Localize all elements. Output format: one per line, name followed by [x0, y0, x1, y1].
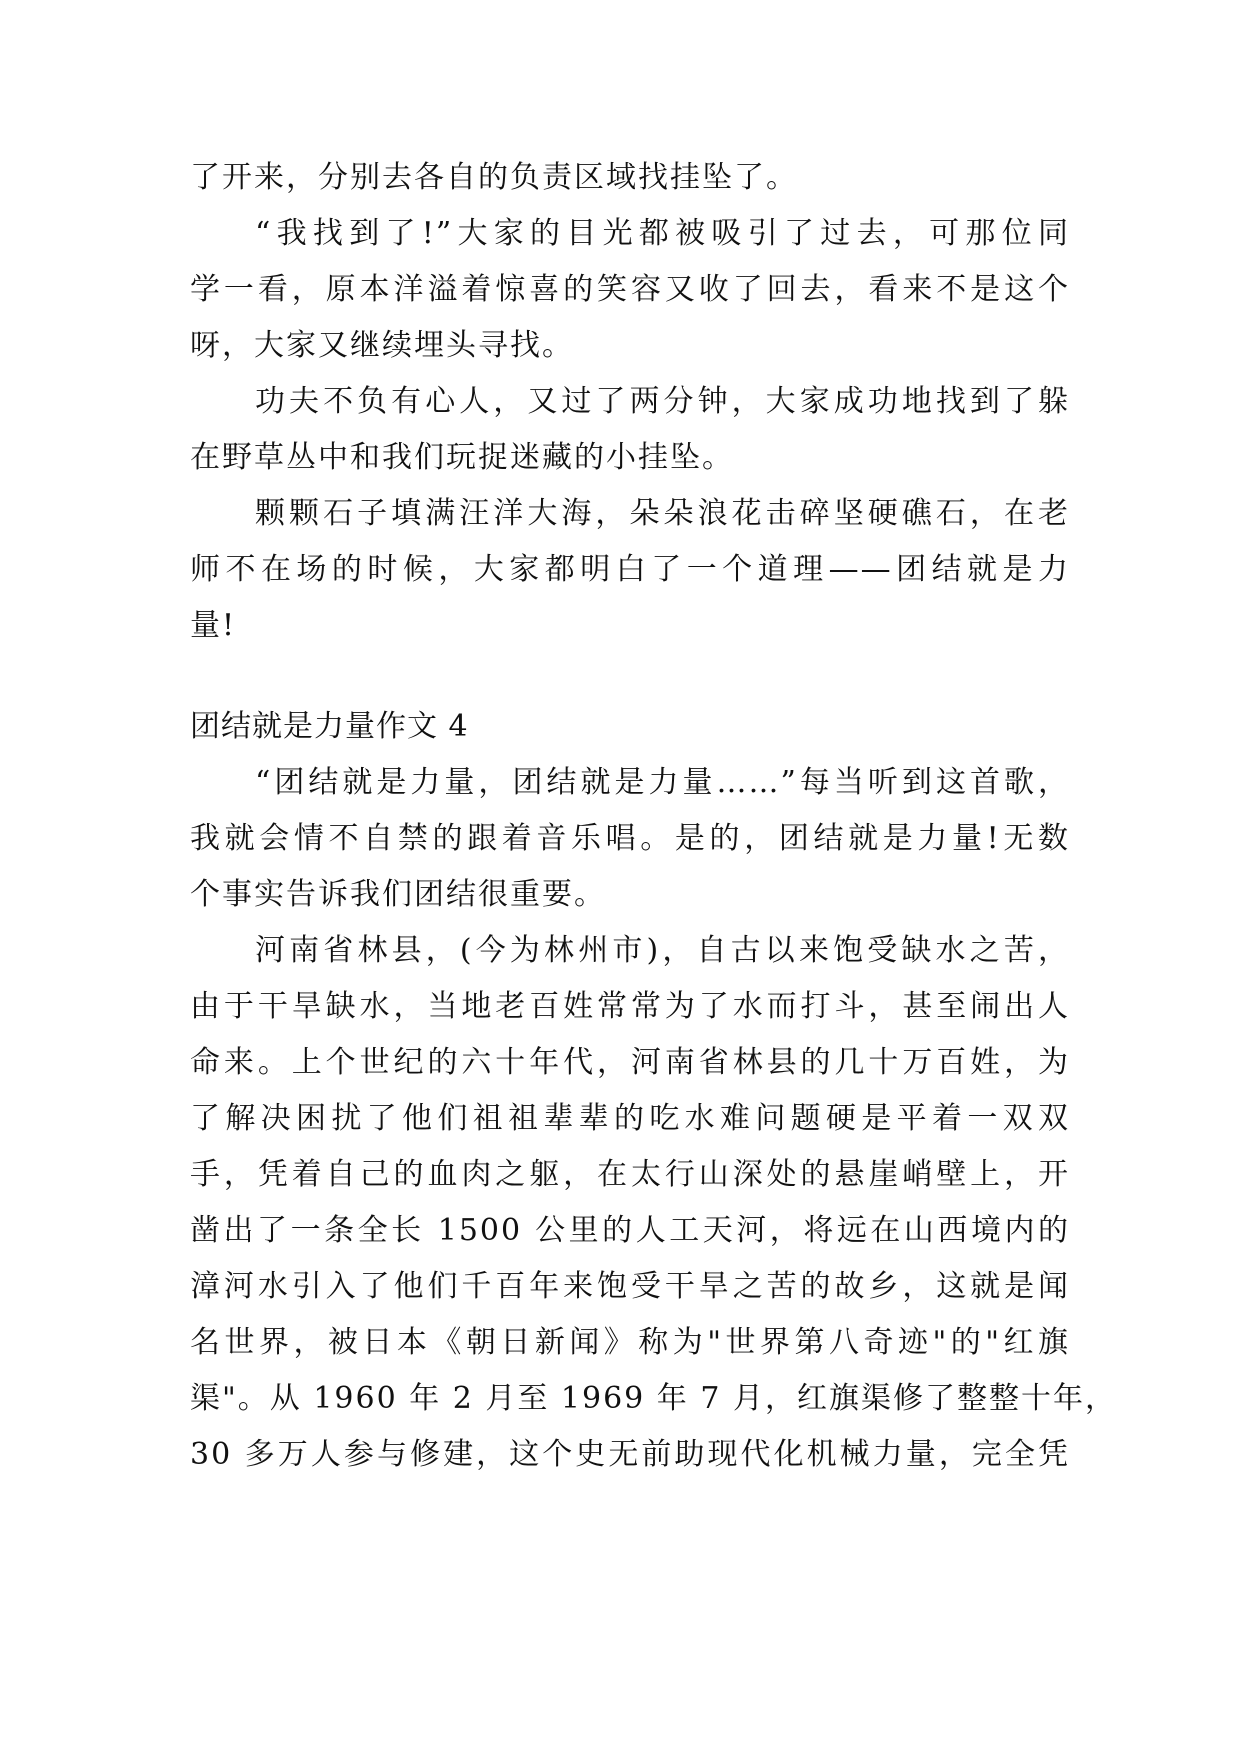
section-title: 团结就是力量作文 4 — [190, 709, 469, 744]
paragraph-line: 在野草丛中和我们玩捉迷藏的小挂坠。 — [190, 440, 734, 475]
paragraph-line: 名世界，被日本《朝日新闻》称为"世界第八奇迹"的"红旗 — [190, 1325, 1070, 1360]
paragraph-line: 30 多万人参与修建，这个史无前助现代化机械力量，完全凭 — [190, 1437, 1070, 1472]
paragraph-line: 河南省林县，(今为林州市)，自古以来饱受缺水之苦， — [255, 933, 1070, 968]
paragraph-line: 了解决困扰了他们祖祖辈辈的吃水难问题硬是平着一双双 — [190, 1101, 1070, 1136]
paragraph-line: 量! — [190, 608, 237, 643]
paragraph-line: 我就会情不自禁的跟着音乐唱。是的，团结就是力量!无数 — [190, 821, 1070, 856]
paragraph-line: 功夫不负有心人，又过了两分钟，大家成功地找到了躲 — [255, 384, 1070, 419]
paragraph-line: 颗颗石子填满汪洋大海，朵朵浪花击碎坚硬礁石，在老 — [255, 496, 1070, 531]
paragraph-line: 了开来，分别去各自的负责区域找挂坠了。 — [190, 160, 798, 195]
paragraph-line: “团结就是力量，团结就是力量……”每当听到这首歌， — [255, 765, 1070, 800]
paragraph-line: 手，凭着自己的血肉之躯，在太行山深处的悬崖峭壁上，开 — [190, 1157, 1070, 1192]
paragraph-line: 渠"。从 1960 年 2 月至 1969 年 7 月，红旗渠修了整整十年， — [190, 1381, 1117, 1416]
paragraph-line: 漳河水引入了他们千百年来饱受干旱之苦的故乡，这就是闻 — [190, 1269, 1070, 1304]
paragraph-line: 由于干旱缺水，当地老百姓常常为了水而打斗，甚至闹出人 — [190, 989, 1070, 1024]
paragraph-line: 个事实告诉我们团结很重要。 — [190, 877, 606, 912]
paragraph-line: 学一看，原本洋溢着惊喜的笑容又收了回去，看来不是这个 — [190, 272, 1070, 307]
paragraph-line: 凿出了一条全长 1500 公里的人工天河，将远在山西境内的 — [190, 1213, 1070, 1248]
paragraph-line: “我找到了!”大家的目光都被吸引了过去，可那位同 — [255, 216, 1070, 251]
paragraph-line: 师不在场的时候，大家都明白了一个道理——团结就是力 — [190, 552, 1070, 587]
paragraph-line: 命来。上个世纪的六十年代，河南省林县的几十万百姓，为 — [190, 1045, 1070, 1080]
paragraph-line: 呀，大家又继续埋头寻找。 — [190, 328, 574, 363]
